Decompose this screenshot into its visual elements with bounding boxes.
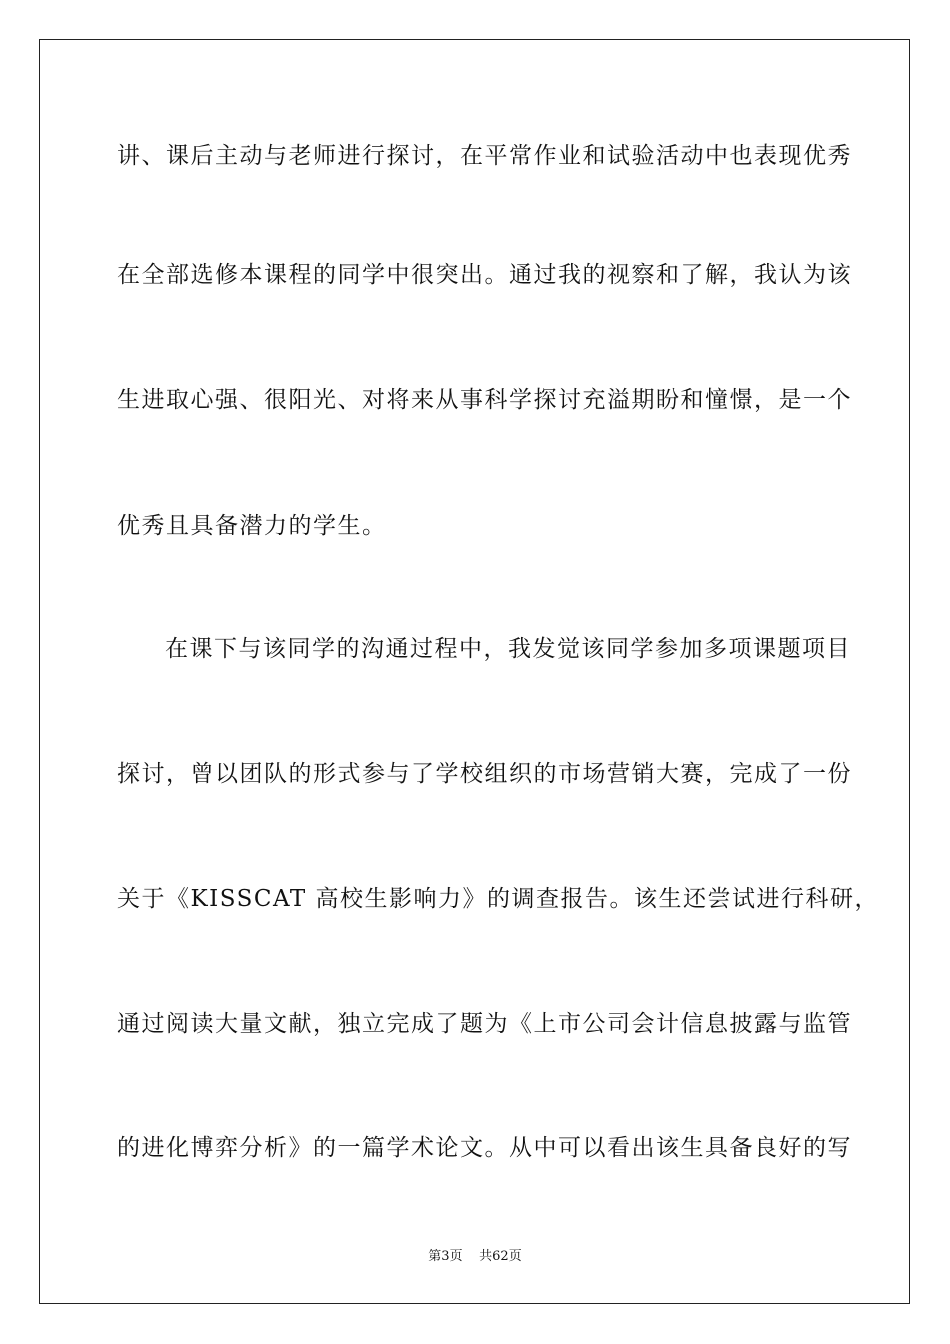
body-text-line-7: 关于《KISSCAT 高校生影响力》的调查报告。该生还尝试进行科研， <box>117 886 879 912</box>
body-text-line-9: 的进化博弈分析》的一篇学术论文。从中可以看出该生具备良好的写 <box>117 1135 852 1161</box>
body-text-line-5: 在课下与该同学的沟通过程中，我发觉该同学参加多项课题项目 <box>165 636 851 662</box>
page-footer <box>0 1248 950 1266</box>
footer-page-suffix: 页 <box>449 1249 463 1264</box>
page-border <box>39 39 910 1304</box>
body-text-line-4: 优秀且具备潜力的学生。 <box>117 513 387 539</box>
footer-total-pages: 62 <box>492 1249 509 1264</box>
body-text-line-1: 讲、课后主动与老师进行探讨，在平常作业和试验活动中也表现优秀 <box>117 143 852 169</box>
body-text-line-6: 探讨，曾以团队的形式参与了学校组织的市场营销大赛，完成了一份 <box>117 761 852 787</box>
footer-total-suffix: 页 <box>508 1249 522 1264</box>
body-text-line-2: 在全部选修本课程的同学中很突出。通过我的视察和了解，我认为该 <box>117 262 852 288</box>
footer-page-prefix: 第 <box>428 1249 442 1264</box>
footer-total-prefix: 共 <box>479 1249 493 1264</box>
body-text-line-3: 生进取心强、很阳光、对将来从事科学探讨充溢期盼和憧憬，是一个 <box>117 387 852 413</box>
body-text-line-8: 通过阅读大量文献，独立完成了题为《上市公司会计信息披露与监管 <box>117 1011 852 1037</box>
footer-page-number: 3 <box>441 1249 450 1264</box>
